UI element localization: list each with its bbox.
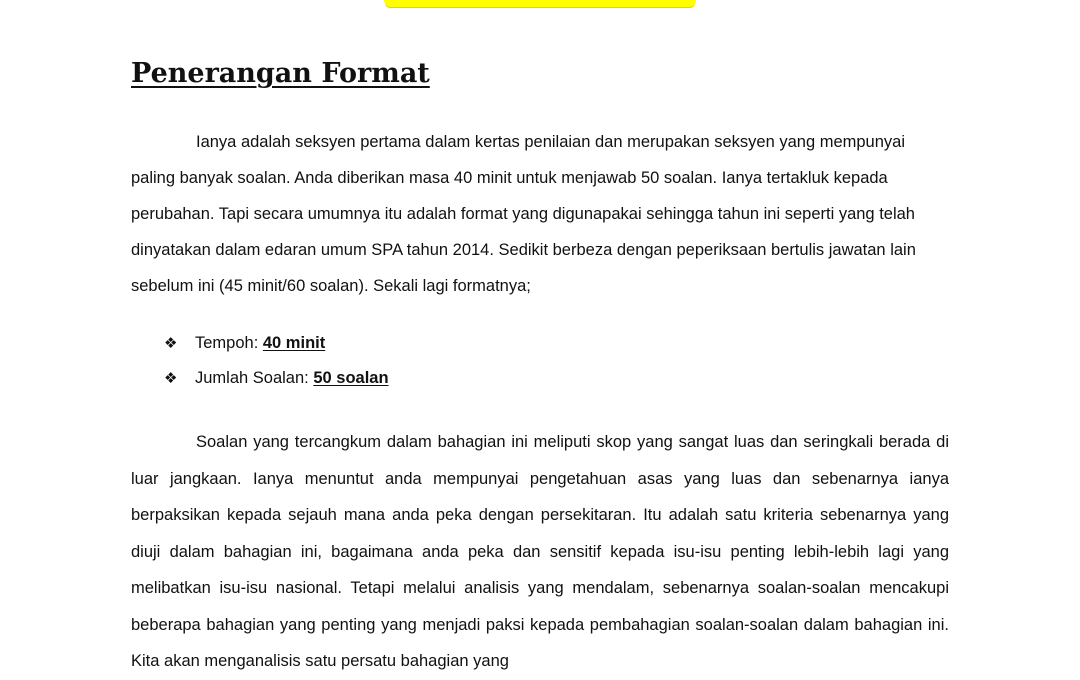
question-count-label: Jumlah Soalan: <box>195 369 314 387</box>
section-heading: Penerangan Format <box>131 58 430 89</box>
question-count-value: 50 soalan <box>313 369 389 387</box>
duration-value: 40 minit <box>262 334 326 352</box>
duration-label: Tempoh: <box>195 334 263 352</box>
paragraph-scope: Soalan yang tercangkum dalam bahagian ini meliputi skop yang sangat luas dan seringkali berada di luar jangkaan. Ianya menuntut anda mempunyai pengetahuan asas yang luas dan sebenarnya ianya berpaksikan kepada sejauh mana anda peka dengan persekitaran. Itu adalah satu kriteria sebenarnya yang diuji dalam bahagian ini, bagaimana anda peka dan sensitif kepada isu-isu penting lebih-lebih lagi yang melibatkan isu-isu nasional. Tetapi melalui analisis yang mendalam, sebenarnya soalan-soalan mencakupi beberapa bahagian yang penting yang menjadi paksi kepada pembahagian soalan-soalan dalam bahagian ini. Kita akan menganalisis satu persatu bahagian yang <box>131 433 949 670</box>
paragraph-intro: Ianya adalah seksyen pertama dalam kertas penilaian dan merupakan seksyen yang mempunyai paling banyak soalan. Anda diberikan masa 40 minit untuk menjawab 50 soalan. Ianya tertakluk kepada perubahan. Tapi secara umumnya itu adalah format yang digunapakai sehingga tahun ini seperti yang telah dinyatakan dalam edaran umum SPA tahun 2014. Sedikit berbeza dengan peperiksaan bertulis jawatan lain sebelum ini (45 minit/60 soalan). Sekali lagi formatnya; <box>131 133 916 295</box>
list-item-duration <box>131 326 949 361</box>
diamond-bullet-icon: ❖ <box>164 335 178 352</box>
highlight-mark <box>384 0 696 7</box>
format-list <box>131 326 949 396</box>
diamond-bullet-icon: ❖ <box>164 370 178 387</box>
list-item-question-count <box>131 361 949 396</box>
